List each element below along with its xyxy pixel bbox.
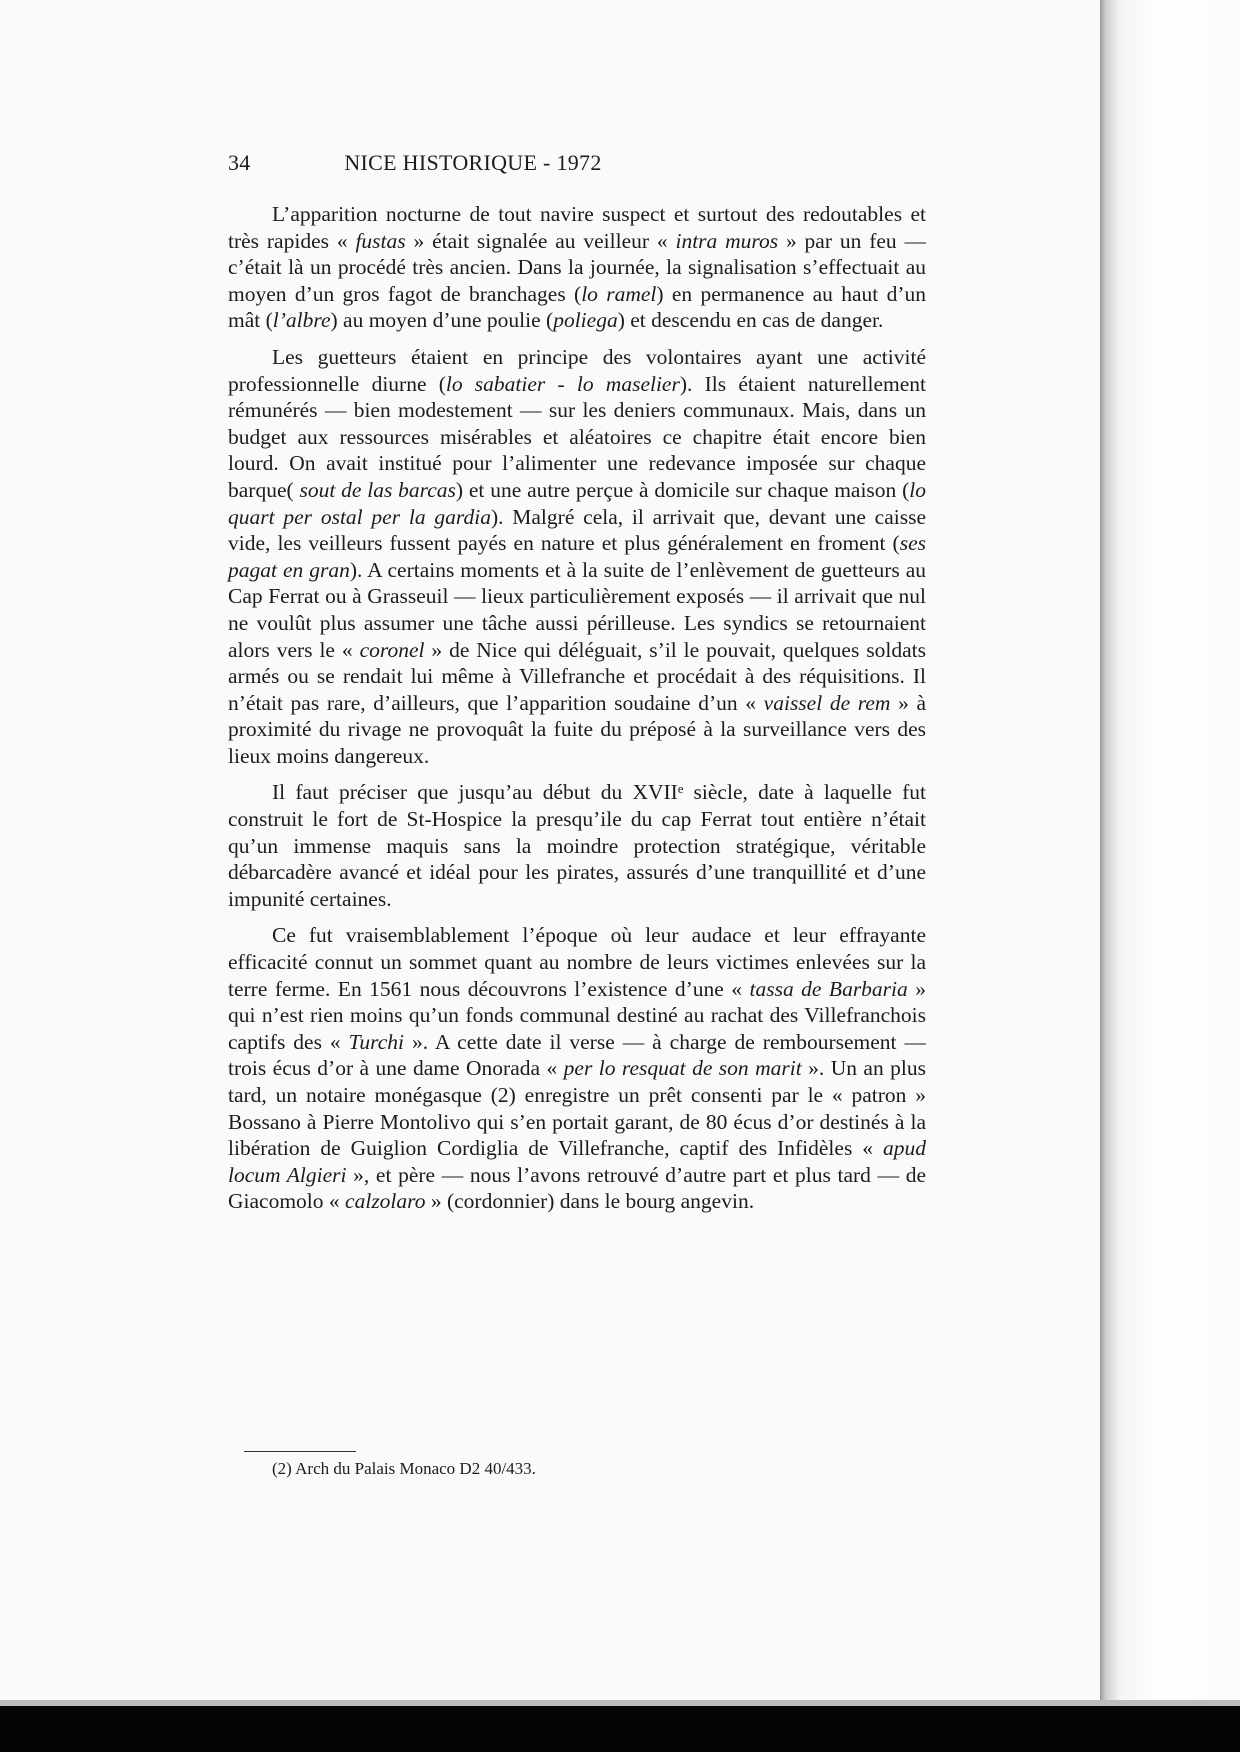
italic-term: coronel: [359, 637, 425, 662]
text-run: ). Malgré cela, il arrivait que, devant une caisse vide, les veilleurs fussent payés en nature et plus généralement en froment (: [228, 504, 926, 556]
page-gutter-shadow: [1100, 0, 1240, 1700]
italic-term: calzolaro: [345, 1189, 426, 1214]
italic-term: apud locum Algieri: [228, 1136, 926, 1187]
italic-term: intra muros: [675, 228, 779, 253]
journal-title: NICE HISTORIQUE - 1972: [344, 150, 602, 175]
text-run: ) en permanence au haut d’un mât (: [228, 281, 926, 333]
paragraph: [228, 201, 926, 334]
text-run: Ce fut vraisemblablement l’époque où leur audace et leur effrayante efficacité connut un sommet quant au nombre de leurs victimes enlevées sur la terre ferme. En 1561 nous découvrons l’existence d’une «: [228, 923, 926, 1001]
italic-term: tassa de Barbaria: [749, 976, 908, 1001]
text-run: ) au moyen d’une poulie (: [330, 308, 554, 333]
italic-term: fustas: [355, 228, 406, 253]
text-run: ). Ils étaient naturellement rémunérés — bien modestement — sur les deniers communaux. Mais, dans un budget aux ressources misérables et aléatoires ce chapitre était encore bien lourd. On avait institué pour l’alimenter une redevance imposée sur chaque barque(: [228, 371, 927, 502]
text-run: ». A cette date il verse — à charge de remboursement — trois écus d’or à une dame Onorada «: [228, 1029, 927, 1081]
text-run: Les guetteurs étaient en principe des volontaires ayant une activité professionnelle diurne (: [228, 344, 926, 396]
text-run: » de Nice qui déléguait, s’il le pouvait, quelques soldats armés ou se rendait lui même à Villefranche et procédait à des réquisitions. Il n’était pas rare, d’ailleurs, que l’apparition soudaine d’un «: [228, 637, 926, 715]
text-run: » (cordonnier) dans le bourg angevin.: [425, 1189, 755, 1214]
italic-term: poliega: [553, 308, 618, 333]
italic-term: lo ramel: [581, 281, 657, 306]
body-text: [228, 201, 926, 1225]
text-run: », et père — nous l’avons retrouvé d’autre part et plus tard — de Giacomolo «: [228, 1162, 926, 1214]
text-run: ). A certains moments et à la suite de l’enlèvement de guetteurs au Cap Ferrat ou à Grasseuil — lieux particulièrement exposés — il arrivait que nul ne voulût plus assumer une tâche aussi périlleuse. Les syndics se retournaient alors vers le «: [228, 557, 926, 662]
text-run: ) et descendu en cas de danger.: [617, 308, 884, 333]
text-run: » était signalée au veilleur «: [405, 228, 676, 253]
italic-term: lo quart per ostal per la gardia: [228, 477, 927, 529]
paragraph: [228, 779, 926, 912]
italic-term: ses pagat en gran: [228, 531, 926, 582]
footnote-divider: [244, 1451, 356, 1452]
text-run: » qui n’est rien moins qu’un fonds communal destiné au rachat des Villefranchois captifs des «: [228, 976, 926, 1054]
text-run: ) et une autre perçue à domicile sur chaque maison (: [455, 477, 910, 502]
text-run: » à proximité du rivage ne provoquât la fuite du préposé à la surveillance vers des lieux moins dangereux.: [228, 690, 927, 768]
text-run: L’apparition nocturne de tout navire suspect et surtout des redoutables et très rapides «: [228, 202, 926, 253]
italic-term: sout de las barcas: [299, 477, 456, 502]
text-run: ». Un an plus tard, un notaire monégasque (2) enregistre un prêt consenti par le « patron » Bossano à Pierre Montolivo qui s’en portait garant, de 80 écus d’or destinés à la libération de Guiglion Cordiglia de Villefranche, captif des Infidèles «: [228, 1056, 926, 1161]
text-run: Il faut préciser que jusqu’au début du XVIIᵉ siècle, date à laquelle fut construit le fort de St-Hospice la presqu’ile du cap Ferrat tout entière n’était qu’un immense maquis sans la moindre protection stratégique, véritable débarcadère avancé et idéal pour les pirates, assurés d’une tranquillité et d’une impunité certaines.: [228, 780, 926, 911]
italic-term: l’albre: [272, 308, 331, 333]
italic-term: per lo resquat de son marit: [563, 1056, 802, 1081]
italic-term: lo sabatier - lo maselier: [445, 371, 680, 396]
text-run: » par un feu — c’était là un procédé très ancien. Dans la journée, la signalisation s’effectuait au moyen d’un gros fagot de branchages (: [228, 228, 927, 306]
page-number: 34: [228, 150, 251, 175]
paragraph: [228, 344, 926, 770]
italic-term: vaissel de rem: [763, 690, 891, 715]
running-head: [228, 150, 718, 176]
scanner-edge-black: [0, 1706, 1240, 1752]
italic-term: Turchi: [348, 1029, 404, 1054]
footnote: (2) Arch du Palais Monaco D2 40/433.: [272, 1459, 536, 1478]
paragraph: [228, 922, 926, 1215]
